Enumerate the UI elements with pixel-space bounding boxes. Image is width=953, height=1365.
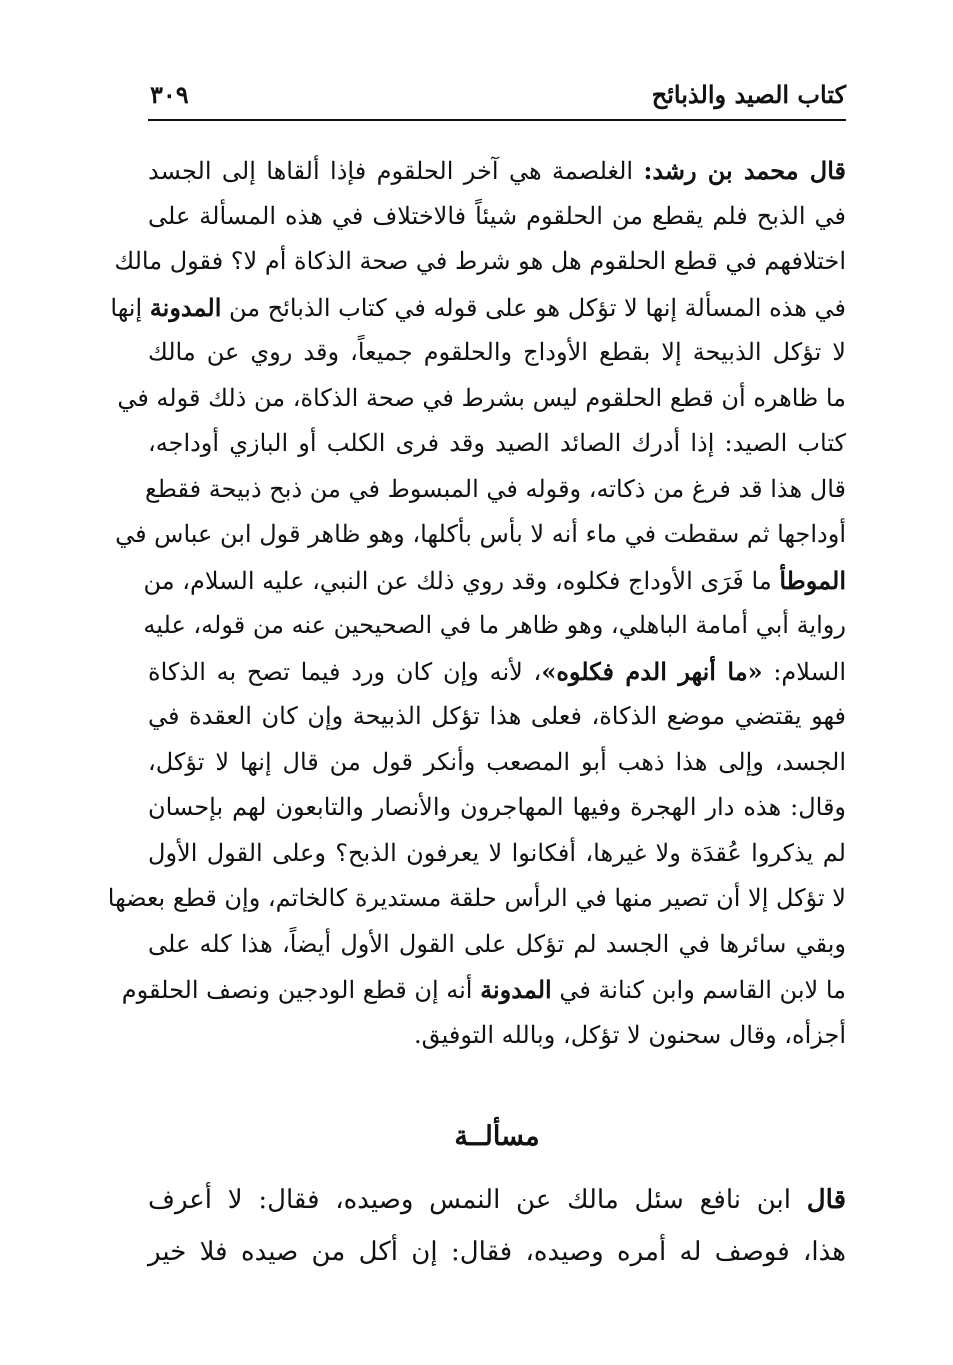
line-text: أنه إن قطع الودجين ونصف الحلقوم: [121, 976, 481, 1004]
book-reference: المدونة: [149, 292, 222, 322]
text-line: أوداجها ثم سقطت في ماء أنه لا بأس بأكلها، وهو ظاهر قول ابن عباس في: [115, 520, 846, 548]
text-line: الجسد، وإلى هذا ذهب أبو المصعب وأنكر قول من قال إنها لا تؤكل،: [148, 747, 846, 776]
text-line: وقال: هذه دار الهجرة وفيها المهاجرون والأنصار والتابعون لهم بإحسان: [148, 793, 847, 821]
text-line: وبقي سائرها في الجسد لم تؤكل على القول الأول أيضاً، هذا كله على: [148, 929, 846, 958]
text-line: رواية أبي أمامة الباهلي، وهو ظاهر ما في الصحيحين عنه من قوله، عليه: [143, 611, 846, 639]
text-line: اختلافهم في قطع الحلقوم هل هو شرط في صحة الذكاة أم لا؟ فقول مالك: [114, 247, 846, 275]
section-heading: مسألــة: [454, 1121, 540, 1152]
text-line: [148, 1174, 846, 1226]
book-title: كتاب الصيد والذبائح: [651, 80, 846, 109]
line-text: في هذه المسألة إنها لا تؤكل هو على قوله في كتاب الذبائح من: [221, 293, 846, 322]
text-line: كتاب الصيد: إذا أدرك الصائد الصيد وقد فرى الكلب أو البازي أوداجه،: [148, 429, 846, 457]
speaker-label: قال محمد بن رشد:: [643, 156, 846, 185]
line-text: ابن نافع سئل مالك عن النمس وصيده، فقال: لا أعرف: [148, 1185, 807, 1215]
text-line: لا تؤكل إلا أن تصير منها في الرأس حلقة مستديرة كالخاتم، وإن قطع بعضها: [107, 884, 846, 912]
text-line: [110, 285, 846, 331]
text-line: فهو يقتضي موضع الذكاة، فعلى هذا تؤكل الذبيحة وإن كان العقدة في: [148, 702, 846, 730]
line-text: ما لابن القاسم وابن كنانة في: [551, 976, 846, 1004]
main-text-block: [107, 148, 847, 1058]
text-line: لم يذكروا عُقدَة ولا غيرها، أفكانوا لا يعرفون الذبح؟ وعلى القول الأول: [148, 838, 846, 867]
line-text: إنها: [110, 293, 150, 322]
line-text: السلام:: [762, 657, 847, 686]
text-line: لا تؤكل الذبيحة إلا بقطع الأوداج والحلقوم جميعاً، وقد روي عن مالك: [148, 338, 846, 366]
hadith-quote: «ما أنهر الدم فكلوه»: [541, 656, 763, 686]
text-line: [148, 148, 846, 194]
text-line: [143, 558, 846, 604]
book-reference: المدونة: [480, 975, 552, 1004]
text-line: [121, 967, 846, 1013]
line-text: ، لأنه وإن كان ورد فيما تصح به الذكاة: [148, 657, 542, 686]
text-line: ما ظاهره أن قطع الحلقوم ليس بشرط في صحة الذكاة، من ذلك قوله في: [117, 383, 846, 412]
book-reference: الموطأ: [779, 565, 846, 595]
section-text-block: [148, 1174, 846, 1278]
line-text: الغلصمة هي آخر الحلقوم فإذا ألقاها إلى الجسد: [148, 157, 644, 185]
text-line: [148, 649, 846, 695]
line-text: ما فَرَى الأوداج فكلوه، وقد روي ذلك عن النبي، عليه السلام، من: [143, 566, 780, 595]
running-header: [148, 78, 846, 114]
header-rule: [148, 119, 846, 121]
speaker-label: قال: [806, 1185, 846, 1215]
text-line: قال هذا قد فرغ من ذكاته، وقوله في المبسوط في من ذبح ذبيحة فقطع: [145, 474, 846, 503]
text-line: هذا، فوصف له أمره وصيده، فقال: إن أكل من صيده فلا خير: [148, 1237, 846, 1267]
text-line: أجزأه، وقال سحنون لا تؤكل، وبالله التوفيق.: [414, 1020, 846, 1049]
text-line: في الذبح فلم يقطع من الحلقوم شيئاً فالاختلاف في هذه المسألة على: [148, 201, 846, 230]
page-number: ٣٠٩: [150, 80, 189, 109]
